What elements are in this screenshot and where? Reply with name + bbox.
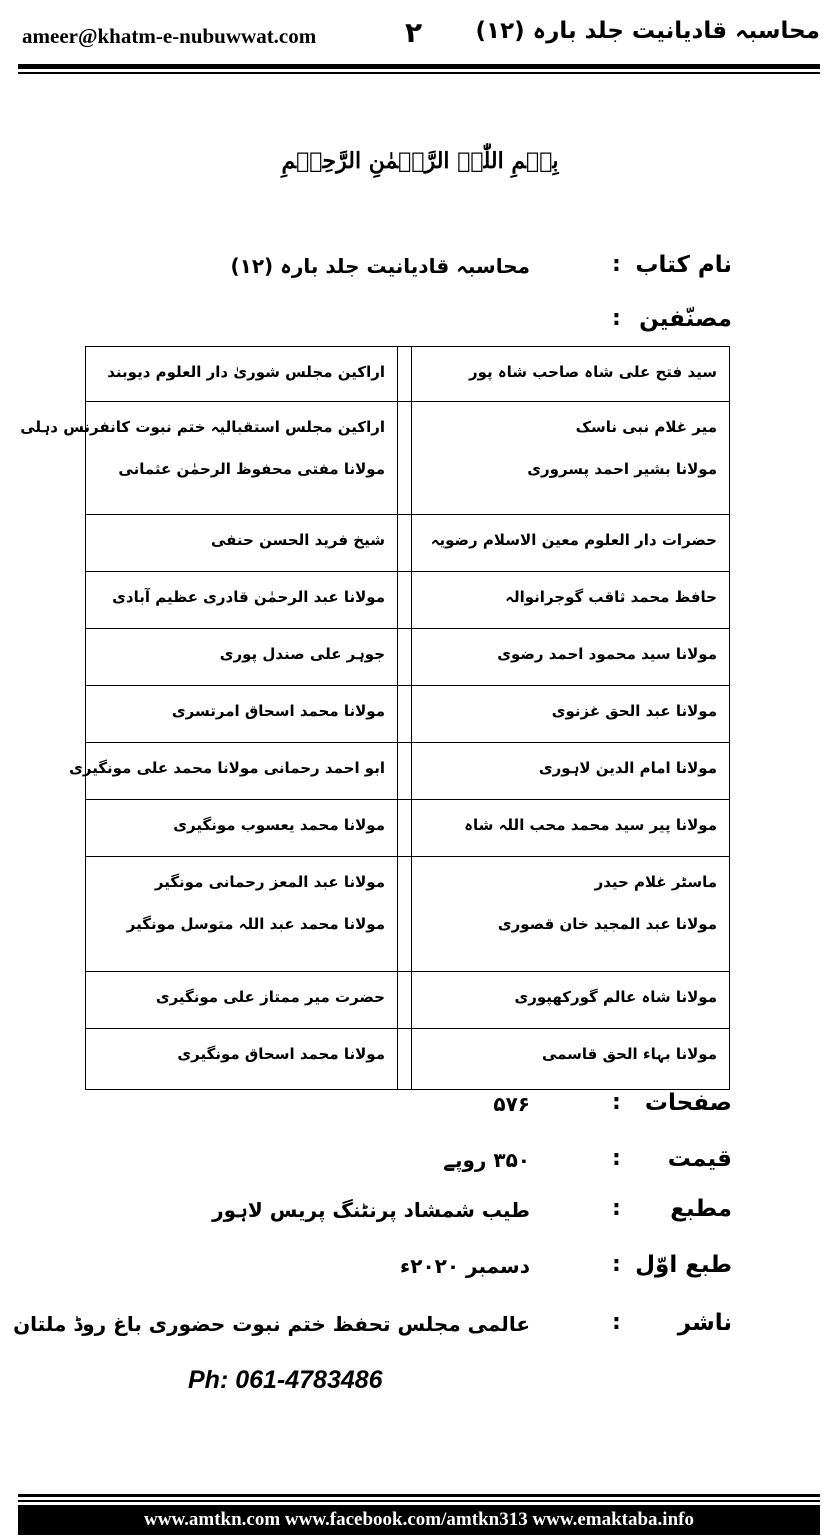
author-name: مولانا محمد اسحاق مونگیری [177, 1045, 385, 1063]
detail-colon: : [612, 1252, 621, 1277]
table-cell-right [412, 686, 729, 742]
author-name: مولانا عبد المعز رحمانی مونگیر [154, 873, 385, 891]
table-cell-right [412, 972, 729, 1028]
detail-label: صفحات [644, 1090, 732, 1116]
table-row [20, 402, 729, 515]
author-name: مولانا بہاء الحق قاسمی [541, 1045, 717, 1063]
table-cell-right [412, 857, 729, 971]
table-cell-right [412, 743, 729, 799]
table-cell-left [69, 743, 398, 799]
authors-table [20, 346, 730, 1090]
author-name: مولانا محمد عبد اللہ متوسل مونگیر [126, 915, 385, 933]
table-cell-right [412, 402, 729, 514]
table-row [86, 629, 729, 686]
table-cell-gap [398, 857, 412, 971]
authors-colon: : [612, 306, 621, 331]
header-email: ameer@khatm-e-nubuwwat.com [22, 24, 317, 48]
table-cell-left [20, 402, 398, 514]
detail-colon: : [612, 1090, 621, 1115]
author-name: مولانا عبد الحق غزنوی [551, 702, 717, 720]
author-name: جوہر علی صندل پوری [219, 645, 385, 663]
table-row [86, 572, 729, 629]
detail-value: عالمی مجلس تحفظ ختم نبوت حضوری باغ روڈ ملتان [13, 1312, 530, 1336]
table-cell-gap [398, 347, 412, 401]
detail-value: طیب شمشاد پرنٹنگ پریس لاہور [212, 1198, 530, 1222]
book-name-row [0, 252, 840, 288]
detail-value: ۳۵۰ روپے [443, 1148, 530, 1172]
table-cell-left [86, 972, 398, 1028]
header-book-title: محاسبہ قادیانیت جلد بارہ (۱۲) [475, 18, 820, 44]
author-name: شیخ فرید الحسن حنفی [210, 531, 385, 549]
author-name: مولانا سید محمود احمد رضوی [497, 645, 717, 663]
author-name: مولانا محمد اسحاق امرتسری [171, 702, 385, 720]
table-cell-gap [398, 629, 412, 685]
author-name: مولانا عبد المجید خان قصوری [497, 915, 717, 933]
detail-row-price [0, 1146, 840, 1182]
table-row [86, 686, 729, 743]
author-name: حضرت میر ممتاز علی مونگیری [155, 988, 385, 1006]
author-name: مولانا بشیر احمد پسروری [527, 460, 717, 478]
header-rule-thick [18, 64, 820, 69]
table-cell-right [412, 629, 729, 685]
table-cell-gap [398, 743, 412, 799]
table-cell-right [412, 572, 729, 628]
table-cell-gap [398, 972, 412, 1028]
detail-colon: : [612, 1196, 621, 1221]
author-name: ماسٹر غلام حیدر [594, 873, 717, 891]
author-name: اراکین مجلس استقبالیہ ختم نبوت کانفرنس دہلی [20, 418, 385, 436]
detail-value: ۵۷۶ [493, 1092, 530, 1116]
bismillah: بِسۡمِ اللّٰہِ الرَّحۡمٰنِ الرَّحِیۡمِ [281, 148, 559, 174]
footer-rule-thin [18, 1500, 820, 1502]
footer-links: www.amtkn.com www.facebook.com/amtkn313 www.emaktaba.info [18, 1505, 820, 1535]
detail-row-pages [0, 1090, 840, 1126]
table-row [69, 743, 729, 800]
detail-label: قیمت [667, 1146, 732, 1172]
author-name: میر غلام نبی ناسک [575, 418, 717, 436]
table-row [86, 1029, 729, 1089]
header-rule-thin [18, 72, 820, 74]
author-name: ابو احمد رحمانی مولانا محمد علی مونگیری [69, 759, 385, 777]
table-row [86, 347, 729, 402]
authors-label: مصنّفین [639, 306, 732, 332]
table-cell-left [86, 629, 398, 685]
table-row [86, 972, 729, 1029]
table-cell-left [86, 572, 398, 628]
author-name: مولانا پیر سید محمد محب اللہ شاہ [464, 816, 717, 834]
table-cell-left [86, 347, 398, 401]
detail-label: طبع اوّل [635, 1252, 732, 1278]
detail-label: مطبع [670, 1196, 732, 1222]
table-cell-left [86, 800, 398, 856]
book-name-value: محاسبہ قادیانیت جلد بارہ (۱۲) [230, 254, 530, 278]
detail-row-publisher [0, 1310, 840, 1346]
author-name: اراکین مجلس شوریٰ دار العلوم دیوبند [107, 363, 385, 381]
book-name-label: نام کتاب [635, 252, 732, 278]
table-cell-gap [398, 1029, 412, 1089]
author-name: سید فتح علی شاہ صاحب شاہ پور [468, 363, 717, 381]
authors-label-row [0, 306, 840, 342]
detail-row-press [0, 1196, 840, 1232]
author-name: مولانا امام الدین لاہوری [538, 759, 717, 777]
author-name: حضرات دار العلوم معین الاسلام رضویہ [430, 531, 717, 549]
author-name: مولانا محمد یعسوب مونگیری [173, 816, 385, 834]
table-cell-left [86, 686, 398, 742]
phone-number: Ph: 061-4783486 [188, 1366, 383, 1394]
detail-row-edition [0, 1252, 840, 1288]
footer-rule-thick [18, 1494, 820, 1497]
table-cell-left [86, 1029, 398, 1089]
table-row [86, 857, 729, 972]
table-cell-left [86, 515, 398, 571]
detail-value: دسمبر ۲۰۲۰ء [400, 1254, 530, 1278]
table-cell-right [412, 800, 729, 856]
detail-colon: : [612, 1310, 621, 1335]
table-cell-gap [398, 686, 412, 742]
table-row [86, 800, 729, 857]
author-name: حافظ محمد ثاقب گوجرانوالہ [505, 588, 717, 606]
table-cell-gap [398, 572, 412, 628]
table-cell-right [412, 1029, 729, 1089]
table-row [86, 515, 729, 572]
page-number: ۲ [405, 16, 423, 49]
table-cell-gap [398, 800, 412, 856]
author-name: مولانا مفتی محفوظ الرحمٰن عثمانی [118, 460, 385, 478]
detail-label: ناشر [677, 1310, 732, 1336]
table-cell-gap [398, 402, 412, 514]
table-cell-right [412, 515, 729, 571]
table-cell-gap [398, 515, 412, 571]
author-name: مولانا شاہ عالم گورکھپوری [514, 988, 717, 1006]
author-name: مولانا عبد الرحمٰن قادری عظیم آبادی [112, 588, 385, 606]
detail-colon: : [612, 1146, 621, 1171]
table-cell-left [86, 857, 398, 971]
book-name-colon: : [612, 252, 621, 277]
table-cell-right [412, 347, 729, 401]
